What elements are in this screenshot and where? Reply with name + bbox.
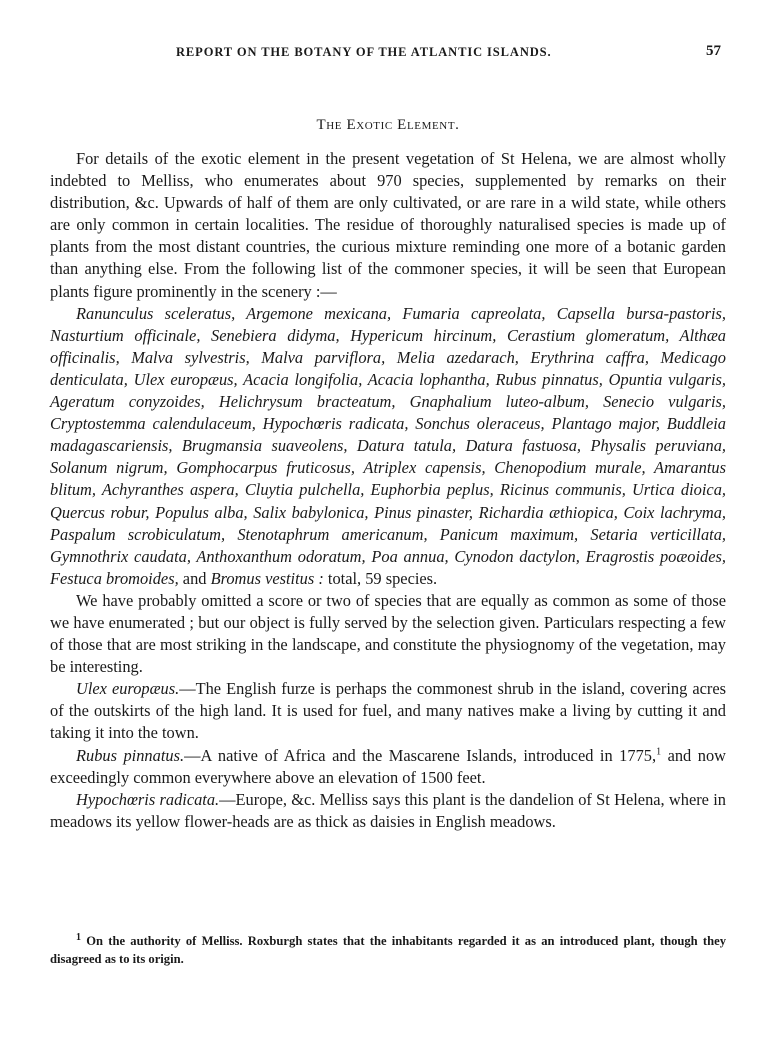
- paragraph-hypochoeris: [50, 789, 726, 833]
- page-number: 57: [706, 43, 721, 59]
- paragraph-rubus: [50, 745, 726, 789]
- paragraph-ulex: [50, 678, 726, 744]
- ulex-name: Ulex europæus.: [76, 679, 180, 699]
- paragraph-omitted: We have probably omitted a score or two of species that are equally as common as some of those we have enumerated ; but our object is fully served by the selection given. Particulars respecting a few of those that are most striking in the landscape, and constitute the physiognomy of the vegetation, may be interesting.: [50, 590, 726, 677]
- species-last: Bromus vestitus :: [210, 568, 324, 588]
- rubus-name: Rubus pinnatus.: [76, 745, 185, 765]
- footnote: [50, 932, 726, 968]
- footnote-mark: 1: [76, 931, 81, 943]
- body-text: [50, 148, 726, 833]
- ulex-text: —The English furze is perhaps the commonest shrub in the island, covering acres of the outskirts of the high land. It is used for fuel, and many natives make a living by cutting it and taking it into the town.: [50, 679, 726, 743]
- species-total: total, 59 species.: [327, 568, 438, 588]
- section-title: The Exotic Element.: [316, 117, 460, 133]
- rubus-text: —A native of Africa and the Mascarene Islands, introduced in 1775,: [184, 745, 657, 765]
- hypochoeris-text: —Europe, &c. Melliss says this plant is the dandelion of St Helena, where in meadows its yellow flower-heads are as thick as daisies in English meadows.: [50, 789, 726, 831]
- running-head: REPORT ON THE BOTANY OF THE ATLANTIC ISLANDS.: [176, 45, 552, 59]
- hypochoeris-name: Hypochœris radicata.: [76, 789, 220, 809]
- species-list: Ranunculus sceleratus, Argemone mexicana, Fumaria capreolata, Capsella bursa-pastoris, Nasturtium officinale, Senebiera didyma, Hypericum hircinum, Cerastium glomeratum, Althæa officinalis, Malva sylvestris, Malva parviflora, Melia azedarach, Erythrina caffra, Medicago denticulata, Ulex europæus, Acacia longifolia, Acacia lophantha, Rubus pinnatus, Opuntia vulgaris, Ageratum conyzoides, Helichrysum bracteatum, Gnaphalium luteo-album, Senecio vulgaris, Cryptostemma calendulaceum, Hypochœris radicata, Sonchus oleraceus, Plantago major, Buddleia madagascariensis, Brugmansia suaveolens, Datura tatula, Datura fastuosa, Physalis peruviana, Solanum nigrum, Gomphocarpus fruticosus, Atriplex capensis, Chenopodium murale, Amarantus blitum, Achyranthes aspera, Cluytia pulchella, Euphorbia peplus, Ricinus communis, Urtica dioica, Quercus robur, Populus alba, Salix babylonica, Pinus pinaster, Richardia æthiopica, Coix lachryma, Paspalum scrobiculatum, Stenotaphrum americanum, Panicum maximum, Setaria verticillata, Gymnothrix caudata, Anthoxanthum odoratum, Poa annua, Cynodon dactylon, Eragrostis poæoides, Festuca bromoides,: [50, 303, 726, 588]
- paragraph-species-list: [50, 303, 726, 590]
- rubus-text-2: and now exceedingly common everywhere above an elevation of 1500 feet.: [50, 745, 726, 787]
- paragraph-intro: For details of the exotic element in the present vegetation of St Helena, we are almost wholly indebted to Melliss, who enumerates about 970 species, supplemented by remarks on their distribution, &c. Upwards of half of them are only cultivated, or are rare in a wild state, while others are only common in certain localities. The residue of thoroughly naturalised species is made up of plants from the most distant countries, the curious mixture reminding one more of a botanic garden than anything else. From the following list of the commoner species, it will be seen that European plants figure prominently in the scenery :—: [50, 149, 726, 301]
- footnote-text: On the authority of Melliss. Roxburgh states that the inhabitants regarded it as an introduced plant, though they disagreed as to its origin.: [50, 934, 726, 966]
- footnote-reference[interactable]: 1: [656, 746, 662, 758]
- species-and: and: [182, 568, 207, 588]
